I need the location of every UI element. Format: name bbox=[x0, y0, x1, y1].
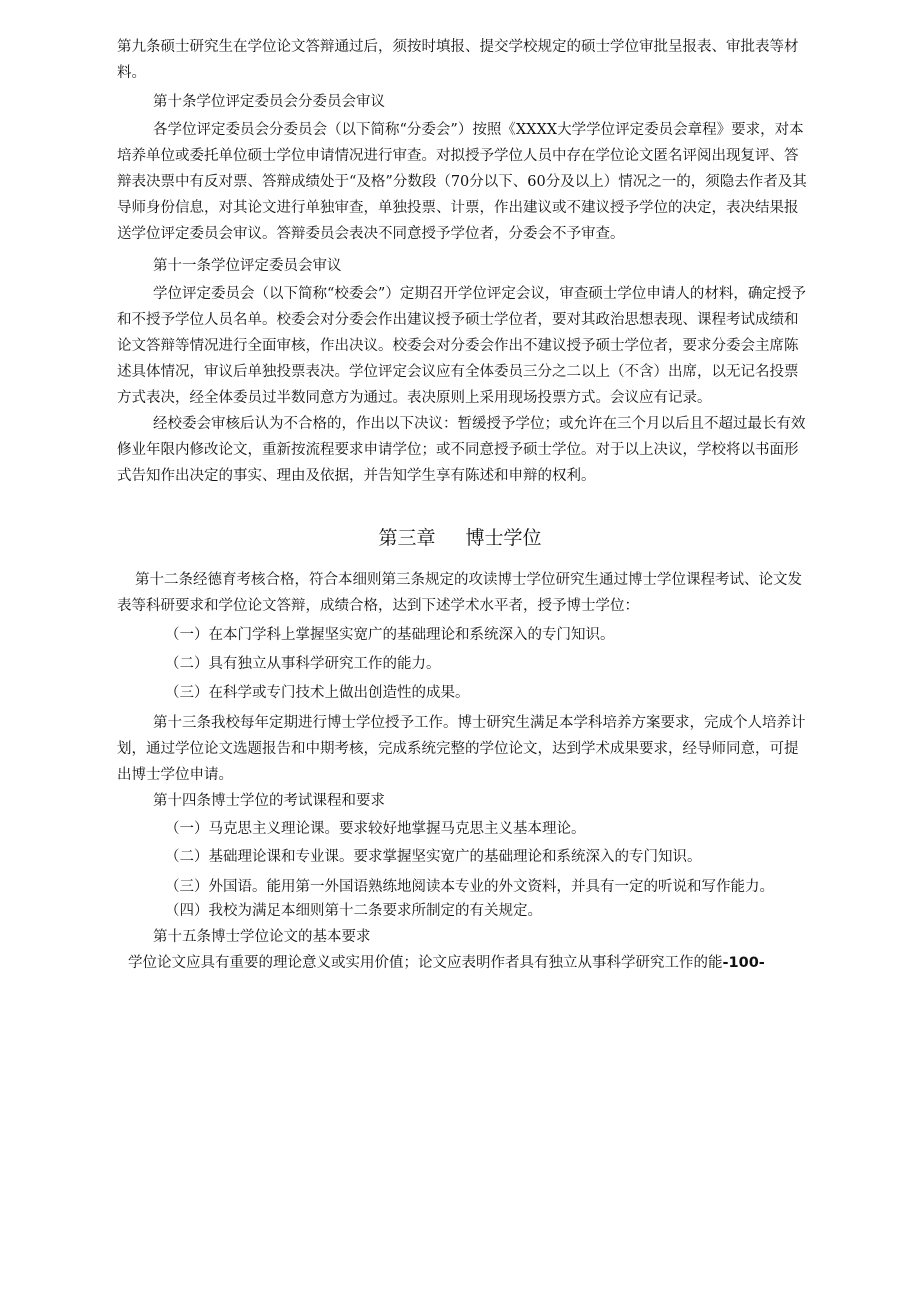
article-15-title: 第十五条博士学位论文的基本要求 bbox=[153, 929, 371, 945]
chapter-heading bbox=[0, 524, 920, 552]
article-14-item-4: （四）我校为满足本细则第十二条要求所制定的有关规定。 bbox=[165, 903, 542, 919]
article-14-item-3: （三）外国语。能用第一外国语熟练地阅读本专业的外文资料，并具有一定的听说和写作能力。 bbox=[165, 879, 774, 895]
article-12: 第十二条经德育考核合格，符合本细则第三条规定的攻读博士学位研究生通过博士学位课程考试、论文发表等科研要求和学位论文答辩，成绩合格，达到下述学术水平者，授予博士学位： bbox=[117, 572, 802, 614]
chapter-number: 第三章 bbox=[378, 527, 436, 549]
article-12-item-1: （一）在本门学科上掌握坚实宽广的基础理论和系统深入的专门知识。 bbox=[165, 627, 615, 643]
article-11-title: 第十一条学位评定委员会审议 bbox=[153, 258, 342, 274]
article-12-item-3: （三）在科学或专门技术上做出创造性的成果。 bbox=[165, 685, 470, 701]
article-10-title: 第十条学位评定委员会分委员会审议 bbox=[153, 94, 385, 110]
article-11-body-2: 经校委会审核后认为不合格的，作出以下决议：暂缓授予学位；或允许在三个月以后且不超过最长有效修业年限内修改论文，重新按流程要求申请学位；或不同意授予硕士学位。对于以上决议，学校将以书面形式告知作出决定的事实、理由及依据，并告知学生享有陈述和申辩的权利。 bbox=[117, 416, 806, 484]
article-13: 第十三条我校每年定期进行博士学位授予工作。博士研究生满足本学科培养方案要求，完成个人培养计划，通过学位论文选题报告和中期考核，完成系统完整的学位论文，达到学术成果要求，经导师同意，可提出博士学位申请。 bbox=[117, 715, 806, 783]
page-number: -100- bbox=[722, 955, 765, 971]
article-14-item-2: （二）基础理论课和专业课。要求掌握坚实宽广的基础理论和系统深入的专门知识。 bbox=[165, 849, 702, 865]
article-14-title: 第十四条博士学位的考试课程和要求 bbox=[153, 793, 385, 809]
article-14-item-1: （一）马克思主义理论课。要求较好地掌握马克思主义基本理论。 bbox=[165, 821, 586, 837]
article-15-body: 学位论文应具有重要的理论意义或实用价值；论文应表明作者具有独立从事科学研究工作的能 bbox=[128, 955, 723, 971]
article-9: 第九条硕士研究生在学位论文答辩通过后，须按时填报、提交学校规定的硕士学位审批呈报表、审批表等材料。 bbox=[117, 39, 799, 81]
article-12-item-2: （二）具有独立从事科学研究工作的能力。 bbox=[165, 656, 441, 672]
article-10-body: 各学位评定委员会分委员会（以下简称“分委会”）按照《XXXX大学学位评定委员会章程》要求，对本培养单位或委托单位硕士学位申请情况进行审查。对拟授予学位人员中存在学位论文匿名评阅出现复评、答辩表决票中有反对票、答辩成绩处于“及格”分数段（70分以下、60分及以上）情况之一的，须隐去作者及其导师身份信息，对其论文进行单独审查，单独投票、计票，作出建议或不建议授予学位的决定，表决结果报送学位评定委员会审议。答辩委员会表决不同意授予学位者，分委会不予审查。 bbox=[117, 122, 807, 242]
article-11-body: 学位评定委员会（以下简称“校委会”）定期召开学位评定会议，审查硕士学位申请人的材料，确定授予和不授予学位人员名单。校委会对分委会作出建议授予硕士学位者，要对其政治思想表现、课程考试成绩和论文答辩等情况进行全面审核，作出决议。校委会对分委会作出不建议授予硕士学位者，要求分委会主席陈述具体情况，审议后单独投票表决。学位评定会议应有全体委员三分之二以上（不含）出席，以无记名投票方式表决，经全体委员过半数同意方为通过。表决原则上采用现场投票方式。会议应有记录。 bbox=[117, 286, 806, 406]
chapter-title: 博士学位 bbox=[465, 527, 542, 549]
article-15-body-line bbox=[128, 950, 828, 976]
